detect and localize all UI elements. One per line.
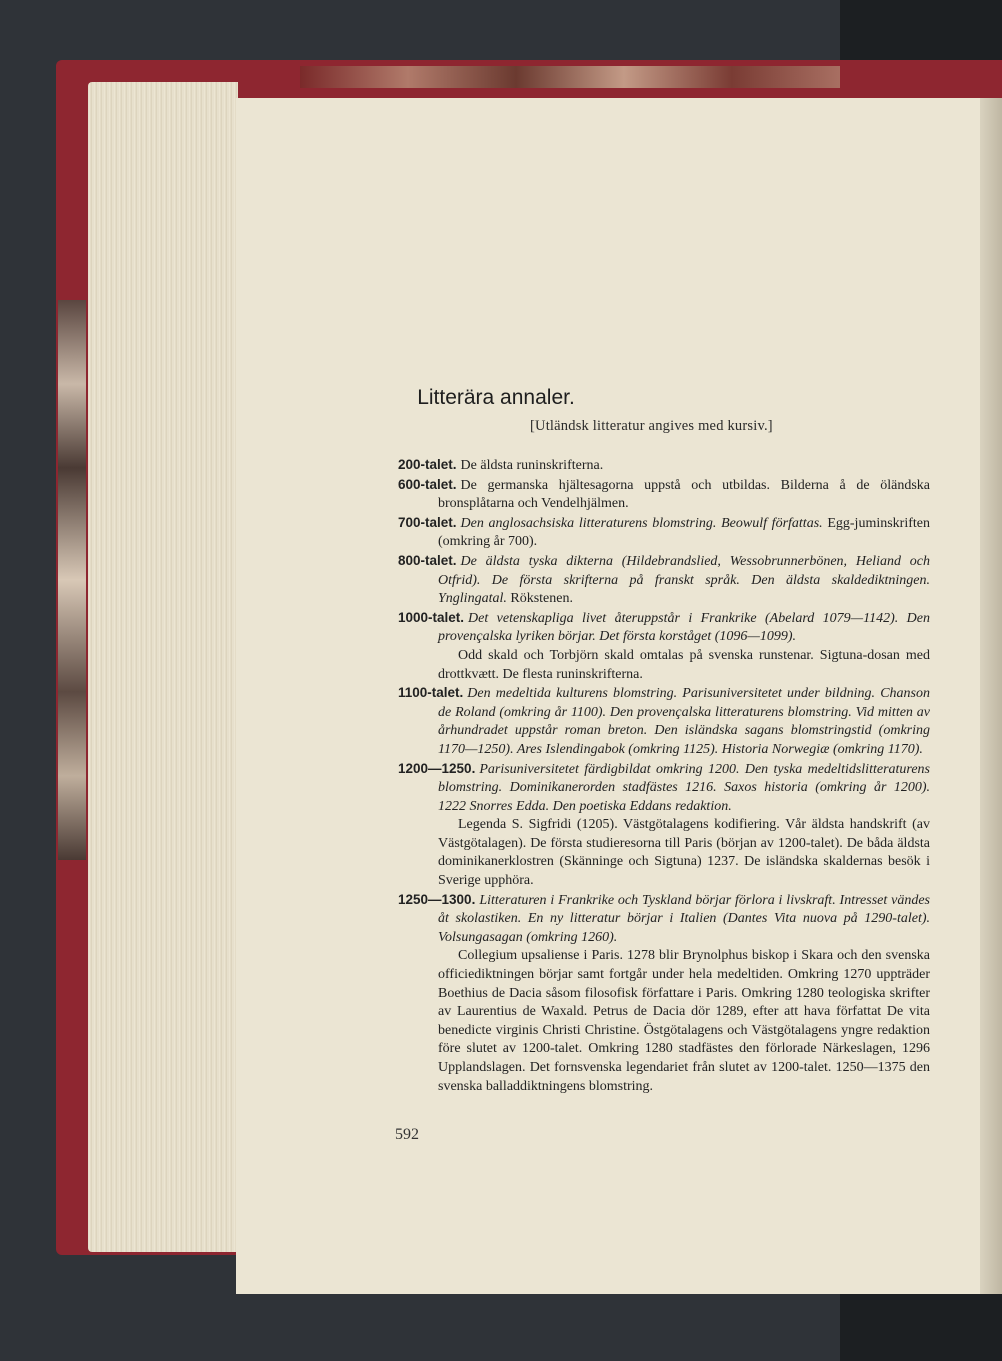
swedish-literature-text: Egg-juminskriften (omkring år 700). [438, 515, 930, 550]
annal-entry [398, 891, 930, 948]
period-label: 600-talet. [398, 476, 457, 492]
foreign-literature-text: De äldsta tyska dikterna (Hildebrandslied, Wessobrunnerbönen, Heliand och Otfrid). De första skrifterna på franskt språk. Den äldsta skaldediktningen. Ynglingatal. [438, 553, 930, 607]
annal-entry [398, 760, 930, 817]
period-label: 1200—1250. [398, 760, 476, 776]
foreign-literature-text: Det vetenskapliga livet återuppstår i Frankrike (Abelard 1079—1142). Den provençalska lyriken börjar. Det första korståget (1096—1099). [438, 610, 930, 645]
foreign-literature-text: Den anglosachsiska litteraturens blomstring. Beowulf författas. [460, 515, 823, 531]
annal-entry [398, 609, 930, 647]
annal-entry [398, 456, 930, 476]
swedish-note: Odd skald och Torbjörn skald omtalas på svenska runstenar. Sigtuna-dosan med drottkvætt. De flesta runinskrifterna. [438, 647, 930, 682]
marbled-edge-top [300, 66, 840, 88]
period-label: 1100-talet. [398, 685, 464, 701]
marbled-edge-side [58, 300, 86, 860]
page-number: 592 [395, 1126, 419, 1143]
page-curl [980, 98, 1002, 1294]
swedish-literature-text: De germanska hjältesagorna uppstå och utbildas. Bilderna å de öländska bronsplåtarna och Vendelhjälmen. [438, 477, 930, 512]
period-label: 1250—1300. [398, 891, 476, 907]
foreign-literature-text: Den medeltida kulturens blomstring. Parisuniversitetet under bildning. Chanson de Roland (omkring år 1100). Den provençalska litteraturens blomstring. Vid mitten av århundradet uppstår roman breton. Den isländska sagans blomstringstid (omkring 1170—1250). Ares Islendingabok (omkring 1125). Historia Norwegiæ (omkring 1170). [438, 686, 930, 757]
page-title: Litterära annaler. [417, 386, 575, 409]
annal-entry [398, 552, 930, 609]
annal-entry [398, 476, 930, 514]
foreign-literature-text: Litteraturen i Frankrike och Tyskland börjar förlora i livskraft. Intresset vändes åt skolastiken. En ny litteratur börjar i Italien (Dantes Vita nuova på 1290-talet). Volsungasagan (omkring 1260). [438, 892, 930, 945]
period-label: 700-talet. [398, 514, 457, 530]
entry-list [398, 456, 930, 1096]
annal-entry [398, 684, 930, 759]
foreign-literature-text: Parisuniversitetet färdigbildat omkring 1200. Den tyska medeltidslitteraturens blomstring. Dominikanerorden stadfästes 1216. Saxos historia (omkring år 1200). 1222 Snorres Edda. Den poetiska Eddans redaktion. [438, 761, 930, 814]
swedish-note: Legenda S. Sigfridi (1205). Västgötalagens kodifiering. Vår äldsta handskrift (av Västgötalagen). De första studieresorna till Paris (början av 1200-talet). De båda äldsta dominikanerklostren (Skänninge och Sigtuna) 1237. De isländska skaldernas besök i Sverige upphöra. [438, 817, 930, 889]
annals-text [398, 456, 930, 1096]
swedish-literature-text: De äldsta runinskrifterna. [460, 458, 604, 473]
period-label: 800-talet. [398, 552, 457, 568]
annal-entry [398, 514, 930, 552]
period-label: 200-talet. [398, 457, 457, 472]
swedish-literature-text: Rökstenen. [506, 591, 573, 607]
page-subtitle: [Utländsk litteratur angives med kursiv.] [530, 418, 773, 434]
swedish-note: Collegium upsaliense i Paris. 1278 blir Brynolphus biskop i Skara och den svenska officiediktningen börjar samt fortgår under hela medeltiden. Omkring 1270 uppträder Boethius de Dacia såsom filosofisk författare i Paris. Omkring 1280 teologiska skrifter av Laurentius de Waxald. Petrus de Dacia dör 1289, efter att hava författat De vita benedicte virginis Christi Christine. Östgötalagens och Västgötalagens yngre redaktion före slutet av 1200-talet. Omkring 1280 stadfästes den förlorade Närkeslagen, 1296 Upplandslagen. Det fornsvenska legendariet från slutet av 1200-talet. 1250—1375 den svenska balladdiktningens blomstring. [438, 948, 930, 1094]
period-label: 1000-talet. [398, 609, 465, 625]
page-stack [88, 82, 238, 1252]
